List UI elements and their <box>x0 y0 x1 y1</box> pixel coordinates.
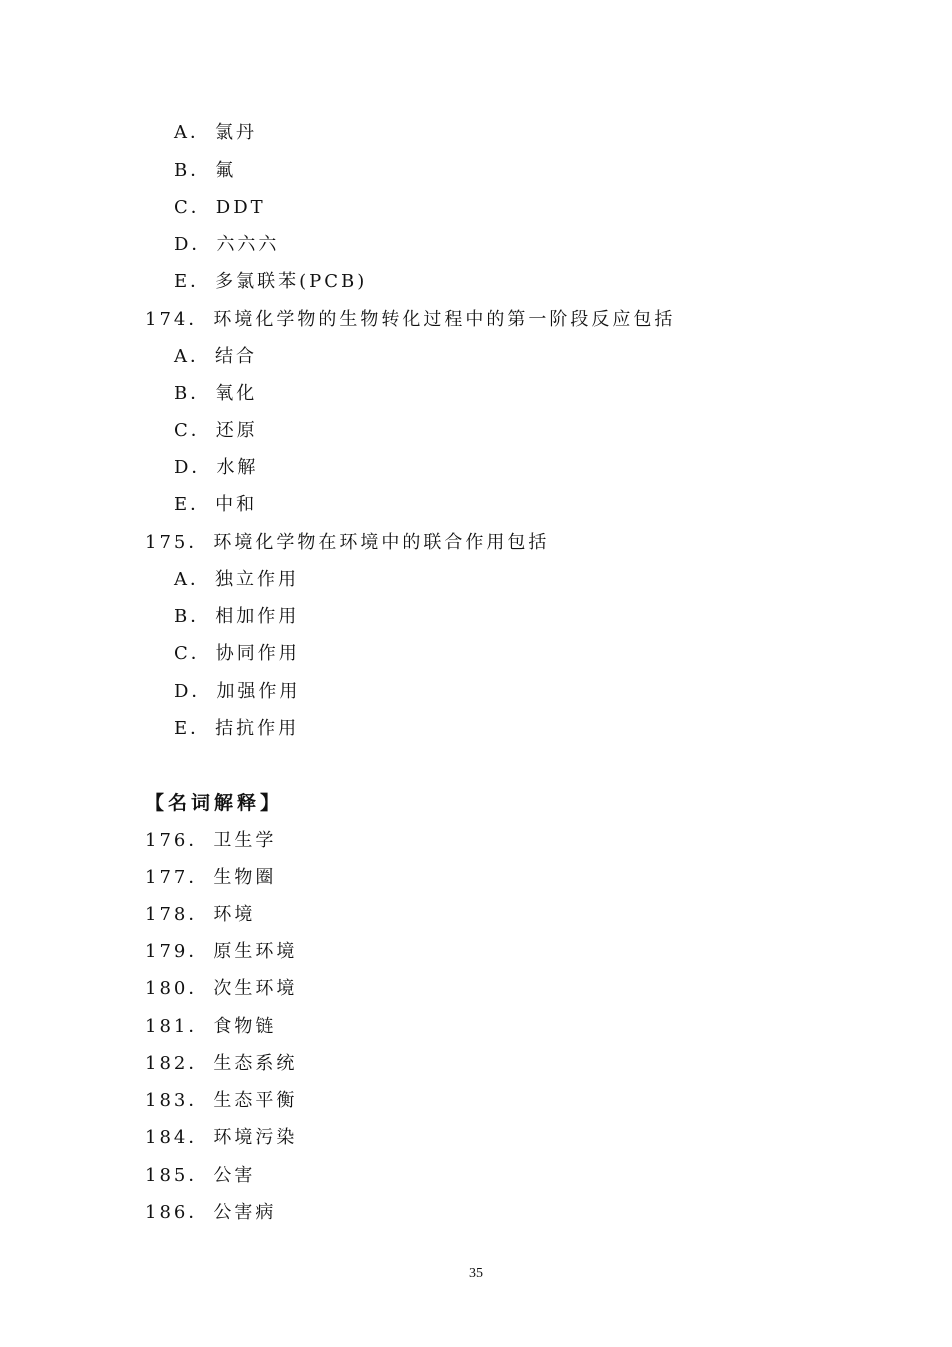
term-item <box>145 903 255 927</box>
option-text: DDT <box>215 197 266 218</box>
term-text: 次生环境 <box>213 978 298 999</box>
q174-option-c <box>174 419 258 443</box>
q174-option-d <box>174 456 258 480</box>
term-text: 环境污染 <box>213 1127 298 1148</box>
term-text: 卫生学 <box>213 830 277 851</box>
q173-option-e <box>174 270 367 294</box>
option-label: D． <box>174 234 213 255</box>
term-item <box>145 866 276 890</box>
question-text: 环境化学物在环境中的联合作用包括 <box>213 532 550 553</box>
option-label: B． <box>174 383 212 404</box>
term-item <box>145 940 297 964</box>
term-text: 生态平衡 <box>213 1090 298 1111</box>
q173-option-b <box>174 159 236 183</box>
option-text: 水解 <box>216 457 259 478</box>
term-number: 179． <box>145 941 210 962</box>
option-text: 多氯联苯(PCB) <box>215 271 368 292</box>
option-label: D． <box>174 681 213 702</box>
option-text: 氟 <box>215 160 237 181</box>
option-label: E． <box>174 271 212 292</box>
term-item <box>145 1015 276 1039</box>
option-text: 中和 <box>215 494 258 515</box>
term-number: 186． <box>145 1202 210 1223</box>
option-label: D． <box>174 457 213 478</box>
option-text: 氧化 <box>215 383 258 404</box>
term-number: 176． <box>145 830 210 851</box>
option-label: A． <box>174 122 211 143</box>
term-item <box>145 829 276 853</box>
term-number: 185． <box>145 1165 210 1186</box>
term-number: 182． <box>145 1053 210 1074</box>
q175-option-a <box>174 568 299 592</box>
term-item <box>145 1201 276 1225</box>
question-number: 175． <box>145 532 210 553</box>
term-item <box>145 1089 297 1113</box>
term-text: 公害病 <box>213 1202 277 1223</box>
option-label: B． <box>174 160 212 181</box>
option-text: 加强作用 <box>216 681 301 702</box>
option-label: C． <box>174 197 212 218</box>
term-item <box>145 977 297 1001</box>
option-text: 相加作用 <box>215 606 300 627</box>
option-text: 结合 <box>215 346 257 367</box>
section-heading: 【名词解释】 <box>145 792 284 814</box>
term-text: 原生环境 <box>213 941 298 962</box>
term-number: 178． <box>145 904 210 925</box>
option-label: E． <box>174 718 212 739</box>
q175-option-e <box>174 717 299 741</box>
q174-option-a <box>174 345 257 369</box>
question-174 <box>145 308 675 332</box>
option-label: B． <box>174 606 212 627</box>
term-text: 生物圈 <box>213 867 277 888</box>
term-number: 181． <box>145 1016 210 1037</box>
q174-option-b <box>174 382 257 406</box>
option-text: 还原 <box>215 420 258 441</box>
option-label: C． <box>174 643 212 664</box>
term-item <box>145 1126 297 1150</box>
option-text: 拮抗作用 <box>215 718 300 739</box>
q175-option-c <box>174 642 300 666</box>
option-text: 协同作用 <box>215 643 300 664</box>
term-number: 184． <box>145 1127 210 1148</box>
q175-option-b <box>174 605 299 629</box>
option-label: C． <box>174 420 212 441</box>
q173-option-a <box>174 121 257 145</box>
term-item <box>145 1052 297 1076</box>
option-label: A． <box>174 346 211 367</box>
option-text: 氯丹 <box>215 122 257 143</box>
question-175 <box>145 531 549 555</box>
term-text: 生态系统 <box>213 1053 298 1074</box>
term-text: 食物链 <box>213 1016 277 1037</box>
question-text: 环境化学物的生物转化过程中的第一阶段反应包括 <box>213 309 676 330</box>
term-item <box>145 1164 255 1188</box>
option-label: E． <box>174 494 212 515</box>
option-label: A． <box>174 569 211 590</box>
q173-option-d <box>174 233 279 257</box>
term-number: 177． <box>145 867 210 888</box>
term-number: 183． <box>145 1090 210 1111</box>
option-text: 六六六 <box>216 234 280 255</box>
term-number: 180． <box>145 978 210 999</box>
term-text: 公害 <box>213 1165 256 1186</box>
term-text: 环境 <box>213 904 256 925</box>
question-number: 174． <box>145 309 210 330</box>
q173-option-c <box>174 196 266 220</box>
page-number: 35 <box>469 1266 483 1281</box>
option-text: 独立作用 <box>215 569 299 590</box>
q175-option-d <box>174 680 300 704</box>
q174-option-e <box>174 493 257 517</box>
